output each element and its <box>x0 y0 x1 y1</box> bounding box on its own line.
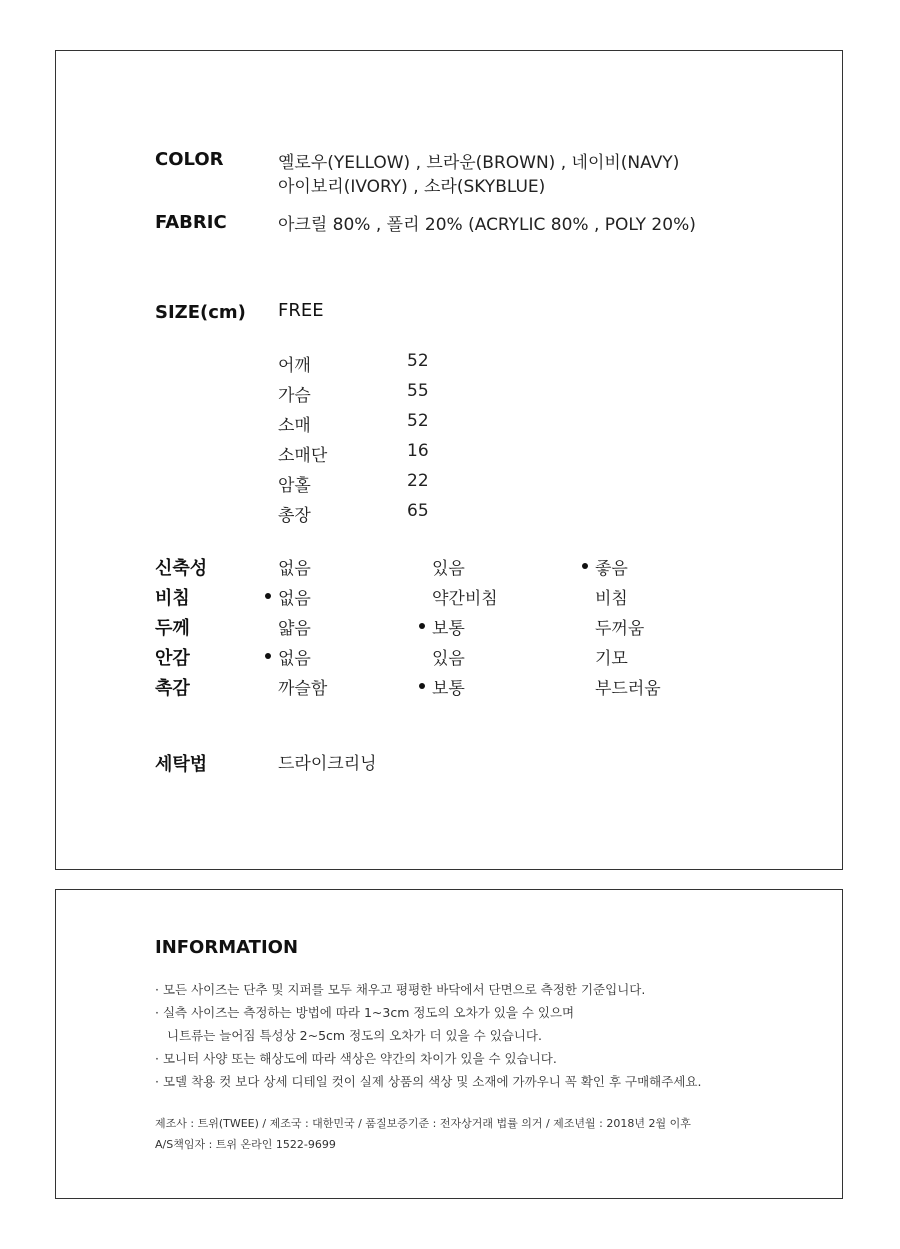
info-note: · 실측 사이즈는 측정하는 방법에 따라 1~3cm 정도의 오차가 있을 수 있으며 <box>155 1005 575 1020</box>
size-value: 52 <box>407 351 429 371</box>
selected-dot-icon <box>265 593 271 599</box>
property-label: 비침 <box>155 588 190 609</box>
information-title: INFORMATION <box>155 937 299 958</box>
property-label: 안감 <box>155 648 190 669</box>
size-free: FREE <box>278 300 324 321</box>
property-option: 얇음 <box>278 619 311 639</box>
property-option: 보통 <box>432 619 465 639</box>
property-option: 비침 <box>595 589 628 609</box>
size-name: 어깨 <box>278 356 311 376</box>
color-value-line2: 아이보리(IVORY) , 소라(SKYBLUE) <box>278 177 546 197</box>
size-name: 소매 <box>278 416 311 436</box>
property-label: 신축성 <box>155 558 208 579</box>
manufacturer-info: 제조사 : 트위(TWEE) / 제조국 : 대한민국 / 품질보증기준 : 전자상거래 법률 의거 / 제조년월 : 2018년 2월 이후 <box>155 1117 691 1130</box>
property-option: 있음 <box>432 649 465 669</box>
property-option: 기모 <box>595 649 628 669</box>
property-option: 없음 <box>278 649 311 669</box>
size-name: 소매단 <box>278 446 328 466</box>
info-note: · 모델 착용 컷 보다 상세 디테일 컷이 실제 상품의 색상 및 소재에 가까우니 꼭 확인 후 구매해주세요. <box>155 1074 702 1089</box>
size-name: 암홀 <box>278 476 311 496</box>
property-option: 없음 <box>278 589 311 609</box>
property-option: 없음 <box>278 559 311 579</box>
selected-dot-icon <box>265 653 271 659</box>
size-label: SIZE(cm) <box>155 302 246 323</box>
selected-dot-icon <box>419 623 425 629</box>
property-option: 까슬함 <box>278 679 328 699</box>
size-value: 52 <box>407 411 429 431</box>
property-option: 있음 <box>432 559 465 579</box>
size-value: 65 <box>407 501 429 521</box>
info-note: 니트류는 늘어짐 특성상 2~5cm 정도의 오차가 더 있을 수 있습니다. <box>167 1028 542 1043</box>
size-value: 22 <box>407 471 429 491</box>
size-value: 55 <box>407 381 429 401</box>
selected-dot-icon <box>582 563 588 569</box>
property-option: 약간비침 <box>432 589 498 609</box>
information-box <box>55 889 843 1199</box>
info-note: · 모니터 사양 또는 해상도에 따라 색상은 약간의 차이가 있을 수 있습니다. <box>155 1051 557 1066</box>
property-option: 보통 <box>432 679 465 699</box>
property-option: 두꺼움 <box>595 619 645 639</box>
fabric-value: 아크릴 80% , 폴리 20% (ACRYLIC 80% , POLY 20%) <box>278 215 696 235</box>
color-label: COLOR <box>155 149 224 170</box>
selected-dot-icon <box>419 683 425 689</box>
size-value: 16 <box>407 441 429 461</box>
property-label: 촉감 <box>155 678 190 699</box>
fabric-label: FABRIC <box>155 212 227 233</box>
property-option: 좋음 <box>595 559 628 579</box>
property-option: 부드러움 <box>595 679 661 699</box>
size-name: 총장 <box>278 506 311 526</box>
as-contact-info: A/S책임자 : 트위 온라인 1522-9699 <box>155 1138 336 1151</box>
wash-label: 세탁법 <box>155 754 208 775</box>
wash-value: 드라이크리닝 <box>278 754 377 774</box>
info-note: · 모든 사이즈는 단추 및 지퍼를 모두 채우고 평평한 바닥에서 단면으로 측정한 기준입니다. <box>155 982 646 997</box>
size-name: 가슴 <box>278 386 311 406</box>
property-label: 두께 <box>155 618 190 639</box>
color-value-line1: 옐로우(YELLOW) , 브라운(BROWN) , 네이비(NAVY) <box>278 153 680 173</box>
